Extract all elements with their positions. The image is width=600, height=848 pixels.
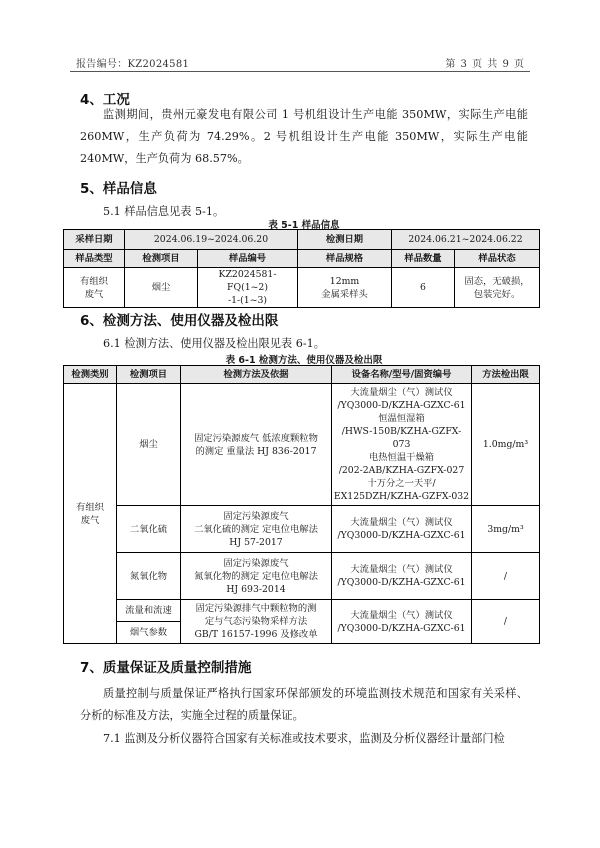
equipment-cell-so2: 大流量烟尘（气）测试仪 /YQ3000-D/KZHA-GZXC-61	[332, 506, 472, 553]
sample-qty-cell: 6	[392, 268, 455, 308]
section-7-paragraph-1: 质量控制与质量保证严格执行国家环保部颁发的环境监测技术规范和国家有关采样、分析的标准及方法，实施全过程的质量保证。	[80, 687, 528, 722]
limit-cell-nox: /	[472, 553, 540, 600]
section-7-paragraph-2: 7.1 监测及分析仪器符合国家有关标准或技术要求，监测及分析仪器经计量部门检	[103, 732, 505, 745]
table-5-1-caption: 表 5-1 样品信息	[268, 220, 340, 231]
item-cell-flow: 流量和流速	[117, 600, 181, 622]
sample-type-cell: 有组织 废气	[64, 268, 125, 308]
col-sample-state: 样品状态	[455, 250, 540, 268]
equipment-cell-flow: 大流量烟尘（气）测试仪 /YQ3000-D/KZHA-GZXC-61	[332, 600, 472, 644]
sample-info-table	[63, 229, 540, 308]
test-date-label: 检测日期	[298, 230, 392, 250]
page-number: 第 3 页 共 9 页	[445, 59, 524, 70]
limit-cell-soot: 1.0mg/m³	[472, 384, 540, 506]
col-method: 检测方法及依据	[181, 366, 332, 384]
sampling-date-value: 2024.06.19~2024.06.20	[125, 230, 298, 250]
section-4-text: 监测期间，贵州元豪发电有限公司 1 号机组设计生产电能 350MW，实际生产电能 260MW，生产负荷为 74.29%。2 号机组设计生产电能 350MW，实际生产电能 240MW，生产负荷为 68.57%。	[80, 108, 528, 165]
item-cell-nox: 氮氧化物	[117, 553, 181, 600]
item-cell-so2: 二氧化硫	[117, 506, 181, 553]
table-row	[64, 600, 540, 622]
test-date-value: 2024.06.21~2024.06.22	[392, 230, 540, 250]
category-cell: 有组织 废气	[64, 384, 117, 644]
section-6-title: 6、检测方法、使用仪器及检出限	[80, 313, 279, 329]
method-instrument-table	[63, 365, 540, 644]
col-equipment: 设备名称/型号/固资编号	[332, 366, 472, 384]
table-row	[64, 268, 540, 308]
section-6-subtitle: 6.1 检测方法、使用仪器及检出限见表 6-1。	[103, 337, 325, 350]
equipment-cell-nox: 大流量烟尘（气）测试仪 /YQ3000-D/KZHA-GZXC-61	[332, 553, 472, 600]
item-cell-soot: 烟尘	[117, 384, 181, 506]
method-cell-flow: 固定污染源排气中颗粒物的测 定与气态污染物采样方法 GB/T 16157-1996 及修改单	[181, 600, 332, 644]
limit-cell-flow: /	[472, 600, 540, 644]
table-6-1-caption: 表 6-1 检测方法、使用仪器及检出限	[225, 355, 383, 366]
equipment-cell-soot: 大流量烟尘（气）测试仪 /YQ3000-D/KZHA-GZXC-61 恒温恒湿箱 /HWS-150B/KZHA-GZFX-073 电热恒温干燥箱 /202-2AB/KZHA-GZFX-027 十万分之一天平/ EX125DZH/KZHA-GZFX-032	[332, 384, 472, 506]
sample-state-cell: 固态，无破损， 包装完好。	[455, 268, 540, 308]
method-cell-so2: 固定污染源废气 二氧化硫的测定 定电位电解法 HJ 57-2017	[181, 506, 332, 553]
sample-spec-cell: 12mm 金属采样头	[298, 268, 392, 308]
section-4-title: 4、工况	[80, 92, 130, 108]
header-divider	[70, 71, 530, 72]
report-number: 报告编号：KZ2024581	[76, 59, 190, 70]
col-item: 检测项目	[117, 366, 181, 384]
method-cell-nox: 固定污染源废气 氮氧化物的测定 定电位电解法 HJ 693-2014	[181, 553, 332, 600]
table-row	[64, 553, 540, 600]
section-5-title: 5、样品信息	[80, 181, 157, 197]
col-sample-qty: 样品数量	[392, 250, 455, 268]
section-5-subtitle: 5.1 样品信息见表 5-1。	[103, 205, 225, 218]
item-cell-flue: 烟气参数	[117, 622, 181, 644]
sample-no-cell: KZ2024581-FQ(1~2) -1-(1~3)	[198, 268, 298, 308]
section-7-title: 7、质量保证及质量控制措施	[80, 660, 252, 676]
col-test-item: 检测项目	[125, 250, 198, 268]
limit-cell-so2: 3mg/m³	[472, 506, 540, 553]
col-sample-no: 样品编号	[198, 250, 298, 268]
sampling-date-label: 采样日期	[64, 230, 125, 250]
col-category: 检测类别	[64, 366, 117, 384]
test-item-cell: 烟尘	[125, 268, 198, 308]
table-row	[64, 506, 540, 553]
col-sample-type: 样品类型	[64, 250, 125, 268]
table-row	[64, 384, 540, 506]
col-detection-limit: 方法检出限	[472, 366, 540, 384]
method-cell-soot: 固定污染源废气 低浓度颗粒物 的测定 重量法 HJ 836-2017	[181, 384, 332, 506]
col-sample-spec: 样品规格	[298, 250, 392, 268]
